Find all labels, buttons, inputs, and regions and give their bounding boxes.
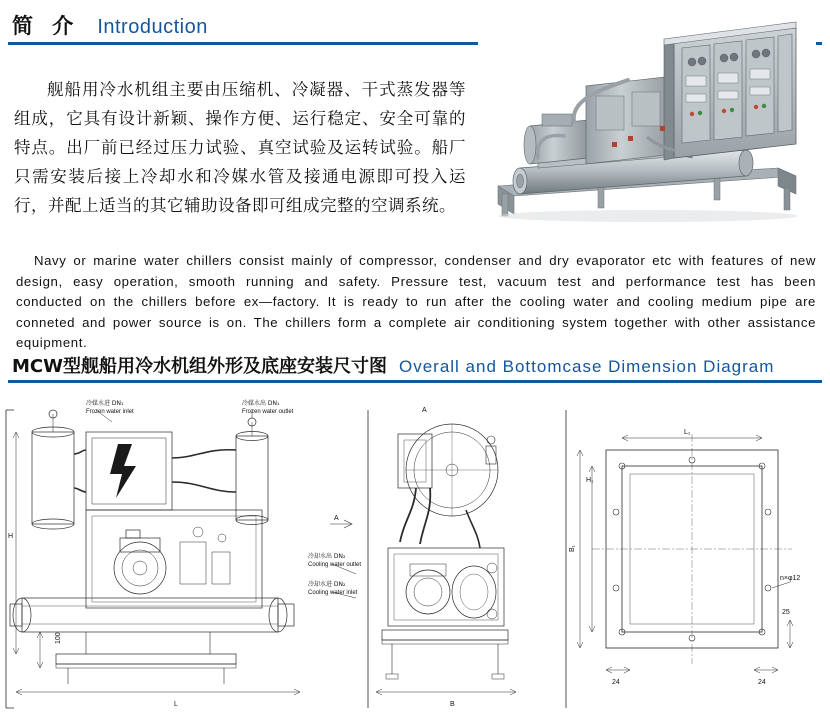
label-cooling-water-outlet-en: Cooling water outlet xyxy=(308,562,362,568)
dim-l1: L₁ xyxy=(684,429,691,436)
dimension-drawings xyxy=(0,392,830,717)
dim-24-right: 24 xyxy=(758,679,766,686)
dimension-diagram-section-header xyxy=(8,352,822,383)
hole-note: n×φ12 xyxy=(780,575,801,582)
dim-h1: H₁ xyxy=(586,477,594,484)
product-photo xyxy=(478,18,816,223)
section-mark-a-middle: A xyxy=(422,407,427,414)
dim-b: B xyxy=(450,701,455,708)
label-frozen-water-outlet-cn: 冷媒水出 DN₁ xyxy=(242,400,280,407)
introduction-body-english: Navy or marine water chillers consist mainly of compressor, condenser and dry evaporator etc with features of new design, easy operation, smooth running and safety. Pressure test, vacuum test and performance test has been conducted on the chillers before ex—factory. It is ready to run after the cooling water and cooling medium pipe are conneted and power source is on. The chillers form a complete air conditioning system together with other assistance equipment. xyxy=(16,253,816,351)
label-frozen-water-inlet-en: Frozen water inlet xyxy=(86,409,134,415)
chiller-unit-illustration xyxy=(478,18,816,223)
dimension-diagram-title-cn: MCW型舰船用冷水机组外形及底座安装尺寸图 xyxy=(12,356,387,377)
technical-drawing-svg xyxy=(0,392,830,717)
dim-25: 25 xyxy=(782,609,790,616)
label-frozen-water-inlet-cn: 冷媒水进 DN₁ xyxy=(86,400,124,407)
dim-l: L xyxy=(174,701,178,708)
label-cooling-water-inlet-en: Cooling water inlet xyxy=(308,590,358,596)
introduction-title-en: Introduction xyxy=(97,16,208,38)
label-cooling-water-outlet-cn: 冷却水出 DN₂ xyxy=(308,553,346,560)
dim-100: 100 xyxy=(55,632,62,644)
dim-24-left: 24 xyxy=(612,679,620,686)
label-frozen-water-outlet-en: Frozen water outlet xyxy=(242,409,294,415)
label-cooling-water-inlet-cn: 冷却水进 DN₂ xyxy=(308,581,346,588)
dimension-diagram-title-en: Overall and Bottomcase Dimension Diagram xyxy=(398,357,775,376)
introduction-body-chinese: 舰船用冷水机组主要由压缩机、冷凝器、干式蒸发器等组成，它具有设计新颖、操作方便、运行稳定、安全可靠的特点。出厂前已经过压力试验、真空试验及运转试验。船厂只需安装后接上冷却水和冷媒水管及接通电源即可投入运行，并配上适当的其它辅助设备即可组成完整的空调系统。 xyxy=(14,79,466,215)
dim-b1: B₁ xyxy=(569,544,576,552)
section-mark-a-left: A xyxy=(334,515,339,522)
dim-h: H xyxy=(8,533,14,540)
introduction-title-cn: 简 介 xyxy=(12,14,80,38)
